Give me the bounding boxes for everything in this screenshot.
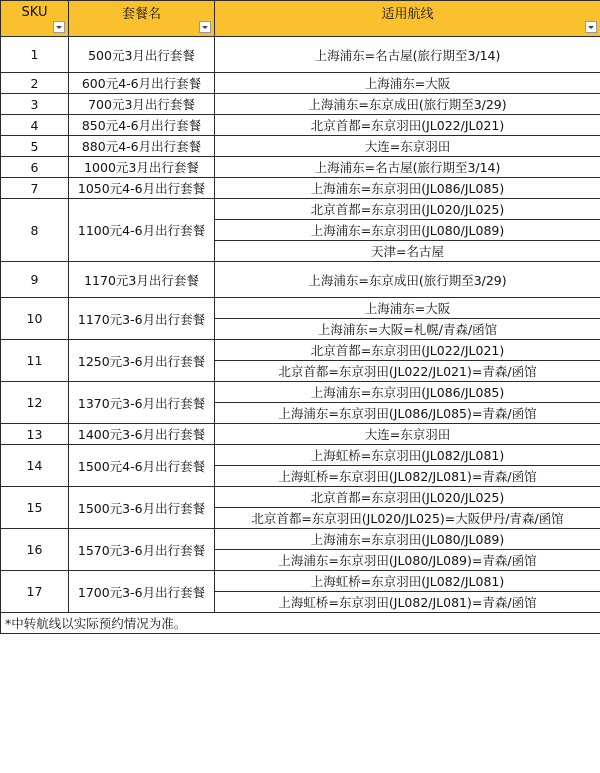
package-name-cell[interactable]: 880元4-6月出行套餐 — [69, 136, 215, 157]
route-cell[interactable]: 上海浦东=东京羽田(JL086/JL085)=青森/函馆 — [215, 403, 600, 424]
table-row — [1, 445, 600, 466]
sku-cell[interactable]: 15 — [1, 487, 69, 529]
package-name-cell[interactable]: 1170元3月出行套餐 — [69, 262, 215, 298]
header-routes-label: 适用航线 — [381, 7, 434, 22]
sku-cell[interactable]: 11 — [1, 340, 69, 382]
package-name-cell[interactable]: 1000元3月出行套餐 — [69, 157, 215, 178]
route-cell[interactable]: 上海浦东=东京成田(旅行期至3/29) — [215, 262, 600, 298]
package-name-cell[interactable]: 500元3月出行套餐 — [69, 37, 215, 73]
route-cell[interactable]: 天津=名古屋 — [215, 241, 600, 262]
route-cell[interactable]: 上海虹桥=东京羽田(JL082/JL081)=青森/函馆 — [215, 466, 600, 487]
filter-dropdown-icon[interactable] — [53, 21, 65, 33]
package-name-cell[interactable]: 1100元4-6月出行套餐 — [69, 199, 215, 262]
route-cell[interactable]: 上海浦东=名古屋(旅行期至3/14) — [215, 37, 600, 73]
package-name-cell[interactable]: 1400元3-6月出行套餐 — [69, 424, 215, 445]
table-row — [1, 37, 600, 73]
sku-cell[interactable]: 16 — [1, 529, 69, 571]
footnote-row — [1, 613, 600, 634]
sku-cell[interactable]: 5 — [1, 136, 69, 157]
package-name-cell[interactable]: 1500元3-6月出行套餐 — [69, 487, 215, 529]
package-name-cell[interactable]: 600元4-6月出行套餐 — [69, 73, 215, 94]
package-name-cell[interactable]: 1500元4-6月出行套餐 — [69, 445, 215, 487]
route-cell[interactable]: 北京首都=东京羽田(JL022/JL021) — [215, 340, 600, 361]
package-name-cell[interactable]: 1050元4-6月出行套餐 — [69, 178, 215, 199]
route-cell[interactable]: 上海浦东=大阪 — [215, 73, 600, 94]
sku-cell[interactable]: 6 — [1, 157, 69, 178]
sku-cell[interactable]: 4 — [1, 115, 69, 136]
table-row — [1, 157, 600, 178]
route-cell[interactable]: 上海浦东=东京羽田(JL080/JL089) — [215, 220, 600, 241]
route-cell[interactable]: 上海浦东=东京羽田(JL080/JL089) — [215, 529, 600, 550]
sku-cell[interactable]: 12 — [1, 382, 69, 424]
package-name-cell[interactable]: 850元4-6月出行套餐 — [69, 115, 215, 136]
route-cell[interactable]: 上海浦东=东京羽田(JL080/JL089)=青森/函馆 — [215, 550, 600, 571]
table-row — [1, 529, 600, 550]
sku-cell[interactable]: 8 — [1, 199, 69, 262]
route-cell[interactable]: 上海虹桥=东京羽田(JL082/JL081) — [215, 445, 600, 466]
route-cell[interactable]: 北京首都=东京羽田(JL020/JL025) — [215, 199, 600, 220]
route-cell[interactable]: 上海浦东=东京成田(旅行期至3/29) — [215, 94, 600, 115]
package-name-cell[interactable]: 1250元3-6月出行套餐 — [69, 340, 215, 382]
route-cell[interactable]: 大连=东京羽田 — [215, 424, 600, 445]
route-cell[interactable]: 上海虹桥=东京羽田(JL082/JL081) — [215, 571, 600, 592]
package-name-cell[interactable]: 1170元3-6月出行套餐 — [69, 298, 215, 340]
package-name-cell[interactable]: 700元3月出行套餐 — [69, 94, 215, 115]
header-sku — [1, 1, 69, 37]
table-row — [1, 340, 600, 361]
table-row — [1, 199, 600, 220]
sku-cell[interactable]: 17 — [1, 571, 69, 613]
table-body — [1, 37, 600, 613]
route-cell[interactable]: 大连=东京羽田 — [215, 136, 600, 157]
route-cell[interactable]: 上海浦东=大阪=札幌/青森/函馆 — [215, 319, 600, 340]
package-name-cell[interactable]: 1370元3-6月出行套餐 — [69, 382, 215, 424]
header-package-name-label: 套餐名 — [121, 7, 161, 22]
package-name-cell[interactable]: 1700元3-6月出行套餐 — [69, 571, 215, 613]
sku-cell[interactable]: 14 — [1, 445, 69, 487]
table-row — [1, 298, 600, 319]
route-cell[interactable]: 北京首都=东京羽田(JL020/JL025)=大阪伊丹/青森/函馆 — [215, 508, 600, 529]
table-row — [1, 73, 600, 94]
table-row — [1, 94, 600, 115]
route-cell[interactable]: 北京首都=东京羽田(JL022/JL021) — [215, 115, 600, 136]
footnote: *中转航线以实际预约情况为准。 — [1, 613, 600, 634]
header-sku-label: SKU — [21, 5, 48, 20]
route-cell[interactable]: 北京首都=东京羽田(JL020/JL025) — [215, 487, 600, 508]
header-routes — [215, 1, 600, 37]
sku-cell[interactable]: 2 — [1, 73, 69, 94]
header-package-name — [69, 1, 215, 37]
package-name-cell[interactable]: 1570元3-6月出行套餐 — [69, 529, 215, 571]
table-row — [1, 382, 600, 403]
sku-cell[interactable]: 13 — [1, 424, 69, 445]
sku-cell[interactable]: 10 — [1, 298, 69, 340]
header-row — [1, 1, 600, 37]
route-cell[interactable]: 上海浦东=大阪 — [215, 298, 600, 319]
filter-dropdown-icon[interactable] — [199, 21, 211, 33]
table-row — [1, 262, 600, 298]
sku-cell[interactable]: 7 — [1, 178, 69, 199]
route-cell[interactable]: 上海虹桥=东京羽田(JL082/JL081)=青森/函馆 — [215, 592, 600, 613]
route-cell[interactable]: 上海浦东=东京羽田(JL086/JL085) — [215, 382, 600, 403]
table-row — [1, 571, 600, 592]
filter-dropdown-icon[interactable] — [585, 21, 597, 33]
route-cell[interactable]: 上海浦东=东京羽田(JL086/JL085) — [215, 178, 600, 199]
sku-cell[interactable]: 9 — [1, 262, 69, 298]
route-cell[interactable]: 上海浦东=名古屋(旅行期至3/14) — [215, 157, 600, 178]
sku-cell[interactable]: 1 — [1, 37, 69, 73]
route-cell[interactable]: 北京首都=东京羽田(JL022/JL021)=青森/函馆 — [215, 361, 600, 382]
table-row — [1, 178, 600, 199]
sku-cell[interactable]: 3 — [1, 94, 69, 115]
table-row — [1, 487, 600, 508]
table-row — [1, 424, 600, 445]
table-row — [1, 136, 600, 157]
table-row — [1, 115, 600, 136]
